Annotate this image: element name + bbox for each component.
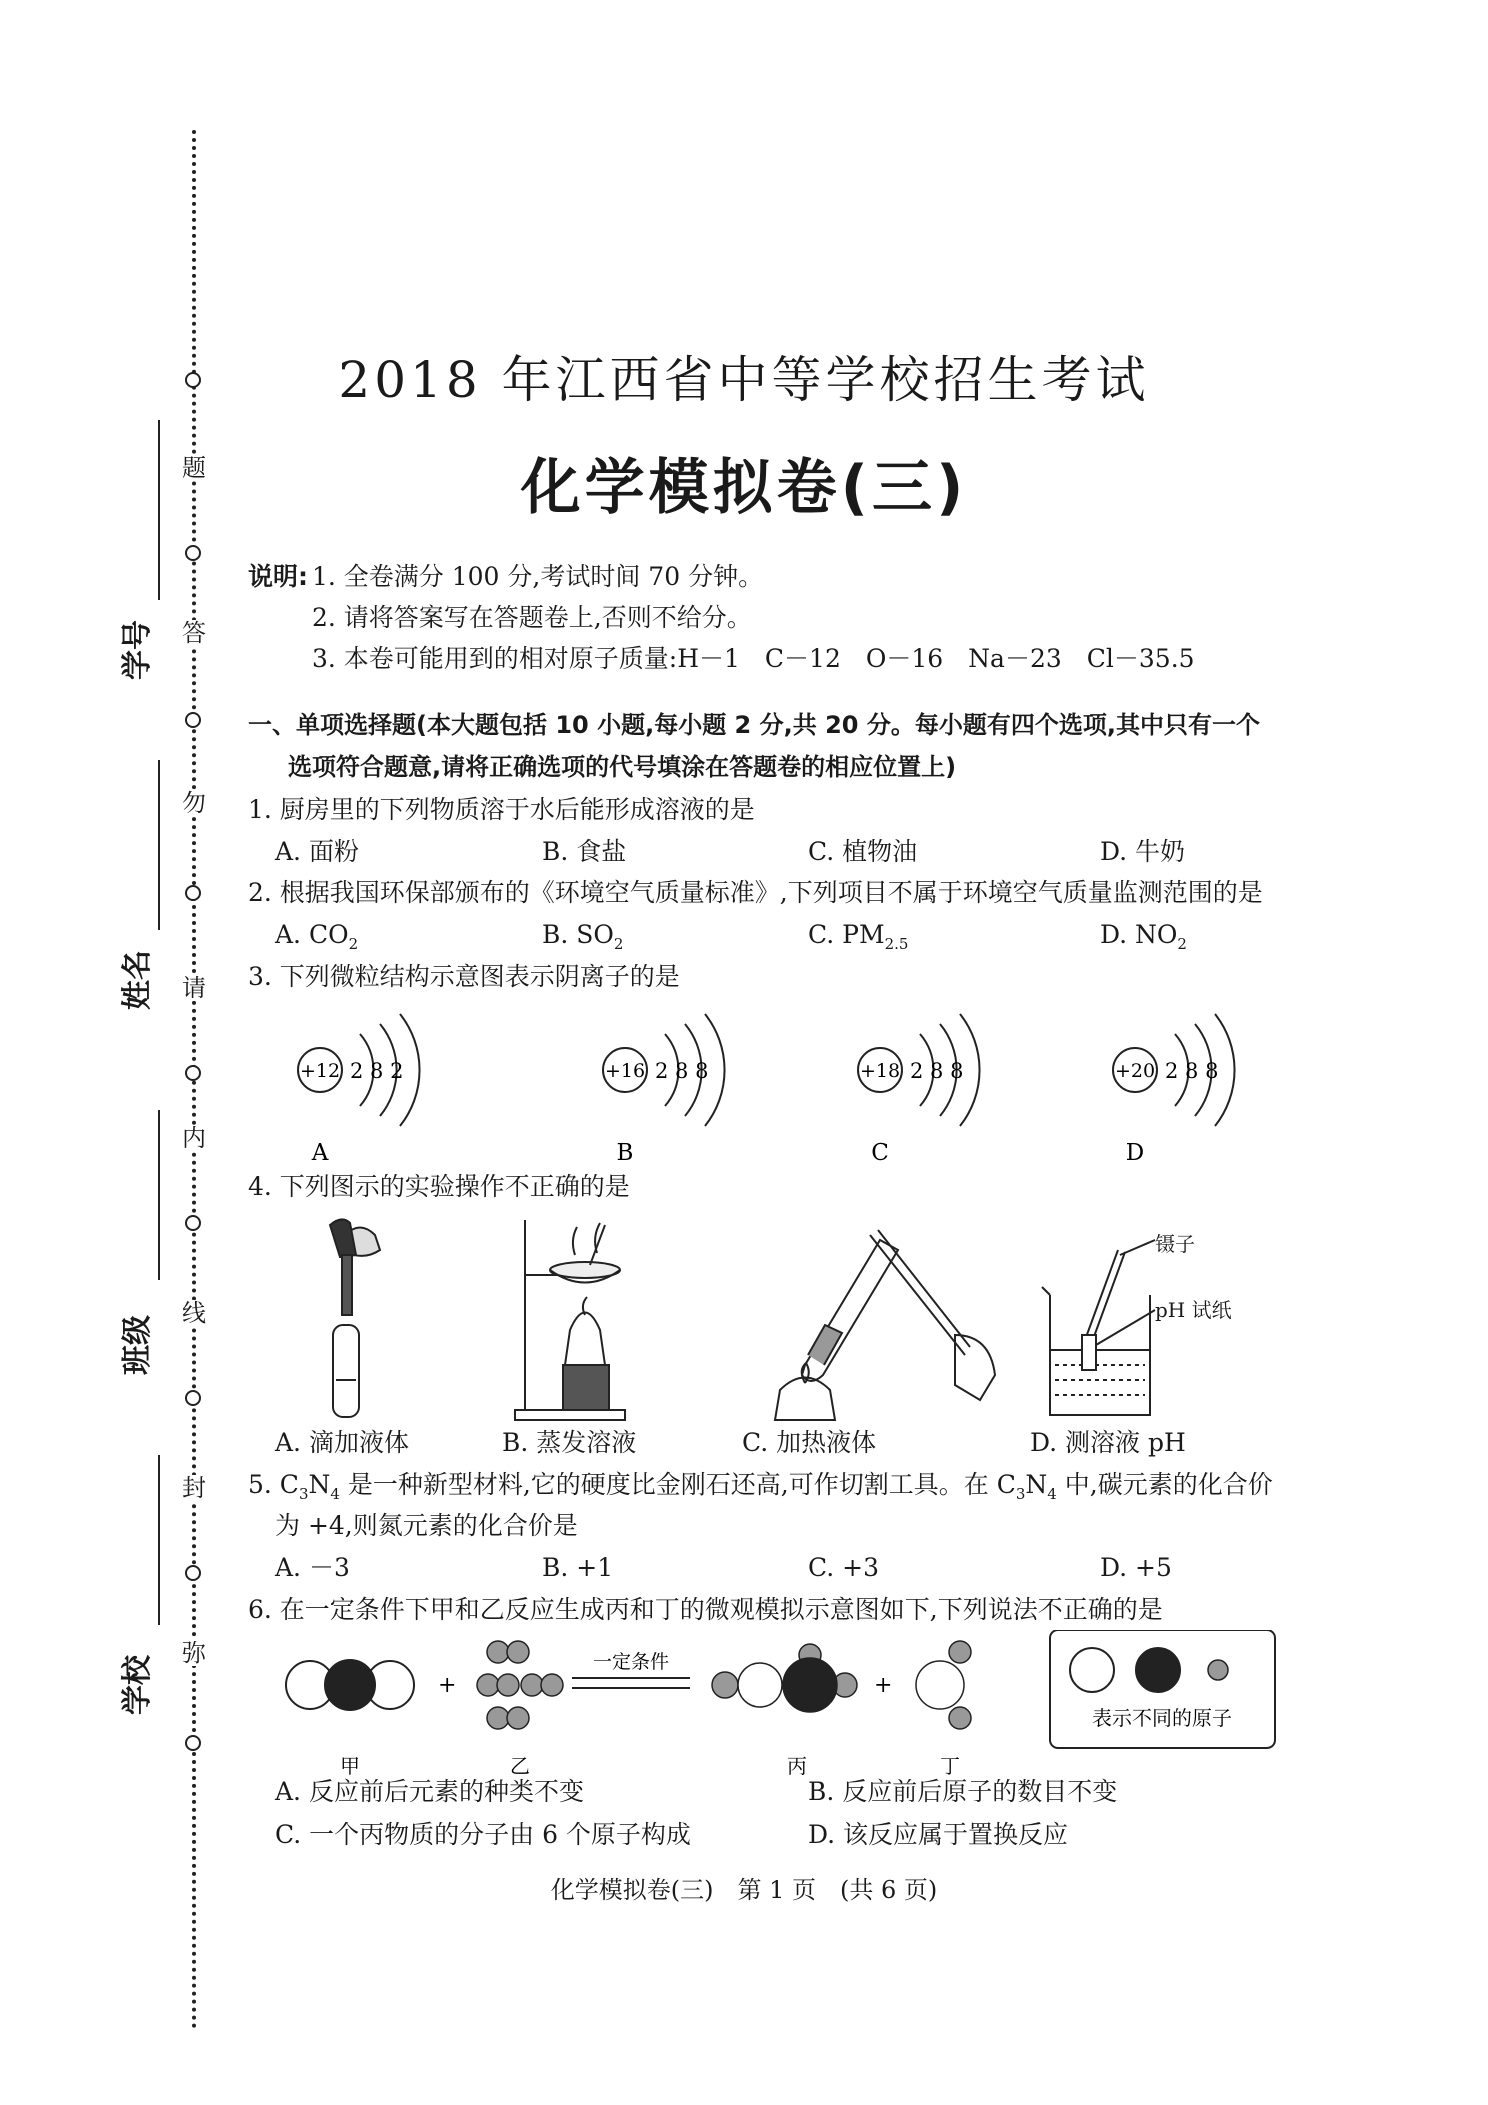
paper-subtitle: 化学模拟卷(三) [520,453,968,523]
binding-circle [185,1215,201,1231]
q2-option-a-text: A. CO [275,920,349,949]
q5-option-d[interactable]: D. +5 [1100,1553,1172,1582]
class-label: 班级 [120,1315,155,1375]
q1-option-c[interactable]: C. 植物油 [808,837,918,866]
q4-option-b[interactable]: B. 蒸发溶液 [502,1428,637,1457]
shell-electrons: 2 8 8 [1165,1059,1219,1083]
q2-option-c[interactable] [808,920,908,959]
q4-option-a[interactable]: A. 滴加液体 [275,1428,409,1457]
molecule-label-ding: 丁 [940,1754,960,1778]
instructions-label: 说明: [248,562,308,591]
q5-sub: 4 [330,1485,340,1503]
legend-black-atom [1136,1648,1180,1692]
q2-option-d-text: D. NO [1100,920,1178,949]
nucleus-charge: +16 [604,1060,646,1082]
binding-char: 内 [182,1124,206,1152]
student-id-label: 学号 [120,620,155,680]
instruction-item: 1. 全卷满分 100 分,考试时间 70 分钟。 [312,562,764,591]
binding-circle [185,1065,201,1081]
callout-ph-paper: pH 试纸 [1155,1298,1232,1322]
molecule-jia [286,1660,414,1710]
ph-test-illustration [1042,1240,1155,1415]
question-stem-5 [248,1470,1273,1509]
evaporation-illustration [515,1220,625,1420]
q5-option-c[interactable]: C. +3 [808,1553,879,1582]
binding-char: 勿 [182,789,206,817]
q5-sub: 3 [298,1485,309,1503]
binding-char: 请 [182,974,206,1002]
binding-circle [185,885,201,901]
q5-text: 中,碳元素的化合价 [1056,1470,1273,1499]
q5-option-a[interactable]: A. －3 [275,1553,350,1582]
shell-electrons: 2 8 8 [910,1059,964,1083]
plus-sign: + [438,1673,457,1698]
q5-option-b[interactable]: B. +1 [542,1553,614,1582]
shell-electrons: 2 8 2 [350,1059,404,1083]
instruction-item: 3. 本卷可能用到的相对原子质量:H－1 C－12 O－16 Na－23 Cl－35.5 [312,644,1195,673]
exam-title: 2018 年江西省中等学校招生考试 [338,351,1150,409]
dropper-illustration [330,1219,380,1417]
binding-char: 答 [182,619,206,647]
binding-char: 封 [182,1474,206,1502]
q6-option-c[interactable]: C. 一个丙物质的分子由 6 个原子构成 [275,1820,691,1849]
q2-option-d-sub: 2 [1177,935,1187,953]
q2-option-a[interactable] [275,920,358,959]
legend-white-atom [1070,1648,1114,1692]
section-heading-cont: 选项符合题意,请将正确选项的代号填涂在答题卷的相应位置上) [288,753,957,781]
heating-tube-illustration [775,1230,995,1420]
molecule-label-yi: 乙 [510,1754,530,1778]
q2-option-c-text: C. PM [808,920,885,949]
legend-text: 表示不同的原子 [1092,1706,1232,1730]
q2-option-a-sub: 2 [348,935,359,953]
atom-label: B [616,1140,634,1166]
q4-option-d[interactable]: D. 测溶液 pH [1030,1428,1186,1457]
atom-diagram-d[interactable] [1113,1014,1235,1166]
school-label: 学校 [120,1655,155,1715]
callout-tweezers: 镊子 [1155,1232,1195,1256]
binding-circle [185,545,201,561]
q4-option-c[interactable]: C. 加热液体 [742,1428,877,1457]
school-line[interactable] [158,1455,160,1625]
legend-grey-atom [1208,1660,1228,1680]
molecule-label-jia: 甲 [340,1754,360,1778]
binding-circle [185,1735,201,1751]
lab-operation-illustrations [270,1215,1270,1425]
question-stem-1: 1. 厨房里的下列物质溶于水后能形成溶液的是 [248,795,755,824]
q2-option-c-sub: 2.5 [884,935,909,953]
atom-label: C [871,1140,889,1166]
q2-option-b-text: B. SO [542,920,614,949]
q2-option-b[interactable] [542,920,623,959]
shell-electrons: 2 8 8 [655,1059,709,1083]
name-label: 姓名 [120,950,155,1010]
page-footer: 化学模拟卷(三) 第 1 页 (共 6 页) [550,1876,938,1904]
atom-diagram-c[interactable] [858,1014,980,1166]
q1-option-d[interactable]: D. 牛奶 [1100,837,1186,866]
molecule-ding [916,1641,971,1729]
molecule-bing [712,1644,857,1712]
atom-label: A [311,1140,329,1166]
molecule-label-bing: 丙 [787,1754,807,1778]
atom-diagram-a[interactable] [298,1014,420,1166]
atom-structure-diagrams [280,1000,1280,1170]
reaction-condition: 一定条件 [592,1651,670,1673]
reaction-diagram [270,1630,1290,1800]
question-stem-4: 4. 下列图示的实验操作不正确的是 [248,1172,630,1201]
q1-option-b[interactable]: B. 食盐 [542,837,627,866]
nucleus-charge: +18 [859,1060,901,1082]
molecule-yi [477,1641,563,1729]
question-stem-6: 6. 在一定条件下甲和乙反应生成丙和丁的微观模拟示意图如下,下列说法不正确的是 [248,1595,1163,1624]
name-line[interactable] [158,760,160,930]
q1-option-a[interactable]: A. 面粉 [275,837,359,866]
plus-sign: + [874,1673,893,1698]
q2-option-b-sub: 2 [613,935,624,953]
section-heading: 一、单项选择题(本大题包括 10 小题,每小题 2 分,共 20 分。每小题有四个选项,其中只有一个 [248,711,1260,739]
binding-circle [185,712,201,728]
binding-char: 弥 [182,1639,206,1667]
question-stem-3: 3. 下列微粒结构示意图表示阴离子的是 [248,962,680,991]
nucleus-charge: +20 [1114,1060,1156,1082]
question-stem-5-cont: 为 +4,则氮元素的化合价是 [275,1511,578,1540]
q6-option-a[interactable]: A. 反应前后元素的种类不变 [275,1777,584,1806]
q5-text: 5. C [248,1470,299,1499]
atom-label: D [1125,1140,1145,1166]
q2-option-d[interactable] [1100,920,1187,959]
q6-option-d[interactable]: D. 该反应属于置换反应 [808,1820,1069,1849]
instruction-item: 2. 请将答案写在答题卷上,否则不给分。 [312,603,752,632]
q6-option-b[interactable]: B. 反应前后原子的数目不变 [808,1777,1118,1806]
class-line[interactable] [158,1110,160,1280]
q5-text: N [308,1470,331,1499]
q5-sub: 3 [1015,1485,1026,1503]
nucleus-charge: +12 [299,1060,341,1082]
q5-sub: 4 [1047,1485,1057,1503]
binding-char: 题 [182,454,206,482]
binding-circle [185,1390,201,1406]
binding-circle [185,1565,201,1581]
q5-text: N [1025,1470,1048,1499]
q5-text: 是一种新型材料,它的硬度比金刚石还高,可作切割工具。在 C [339,1470,1016,1499]
atom-diagram-b[interactable] [603,1014,725,1166]
binding-char: 线 [182,1299,206,1327]
question-stem-2: 2. 根据我国环保部颁布的《环境空气质量标准》,下列项目不属于环境空气质量监测范围的是 [248,878,1263,907]
